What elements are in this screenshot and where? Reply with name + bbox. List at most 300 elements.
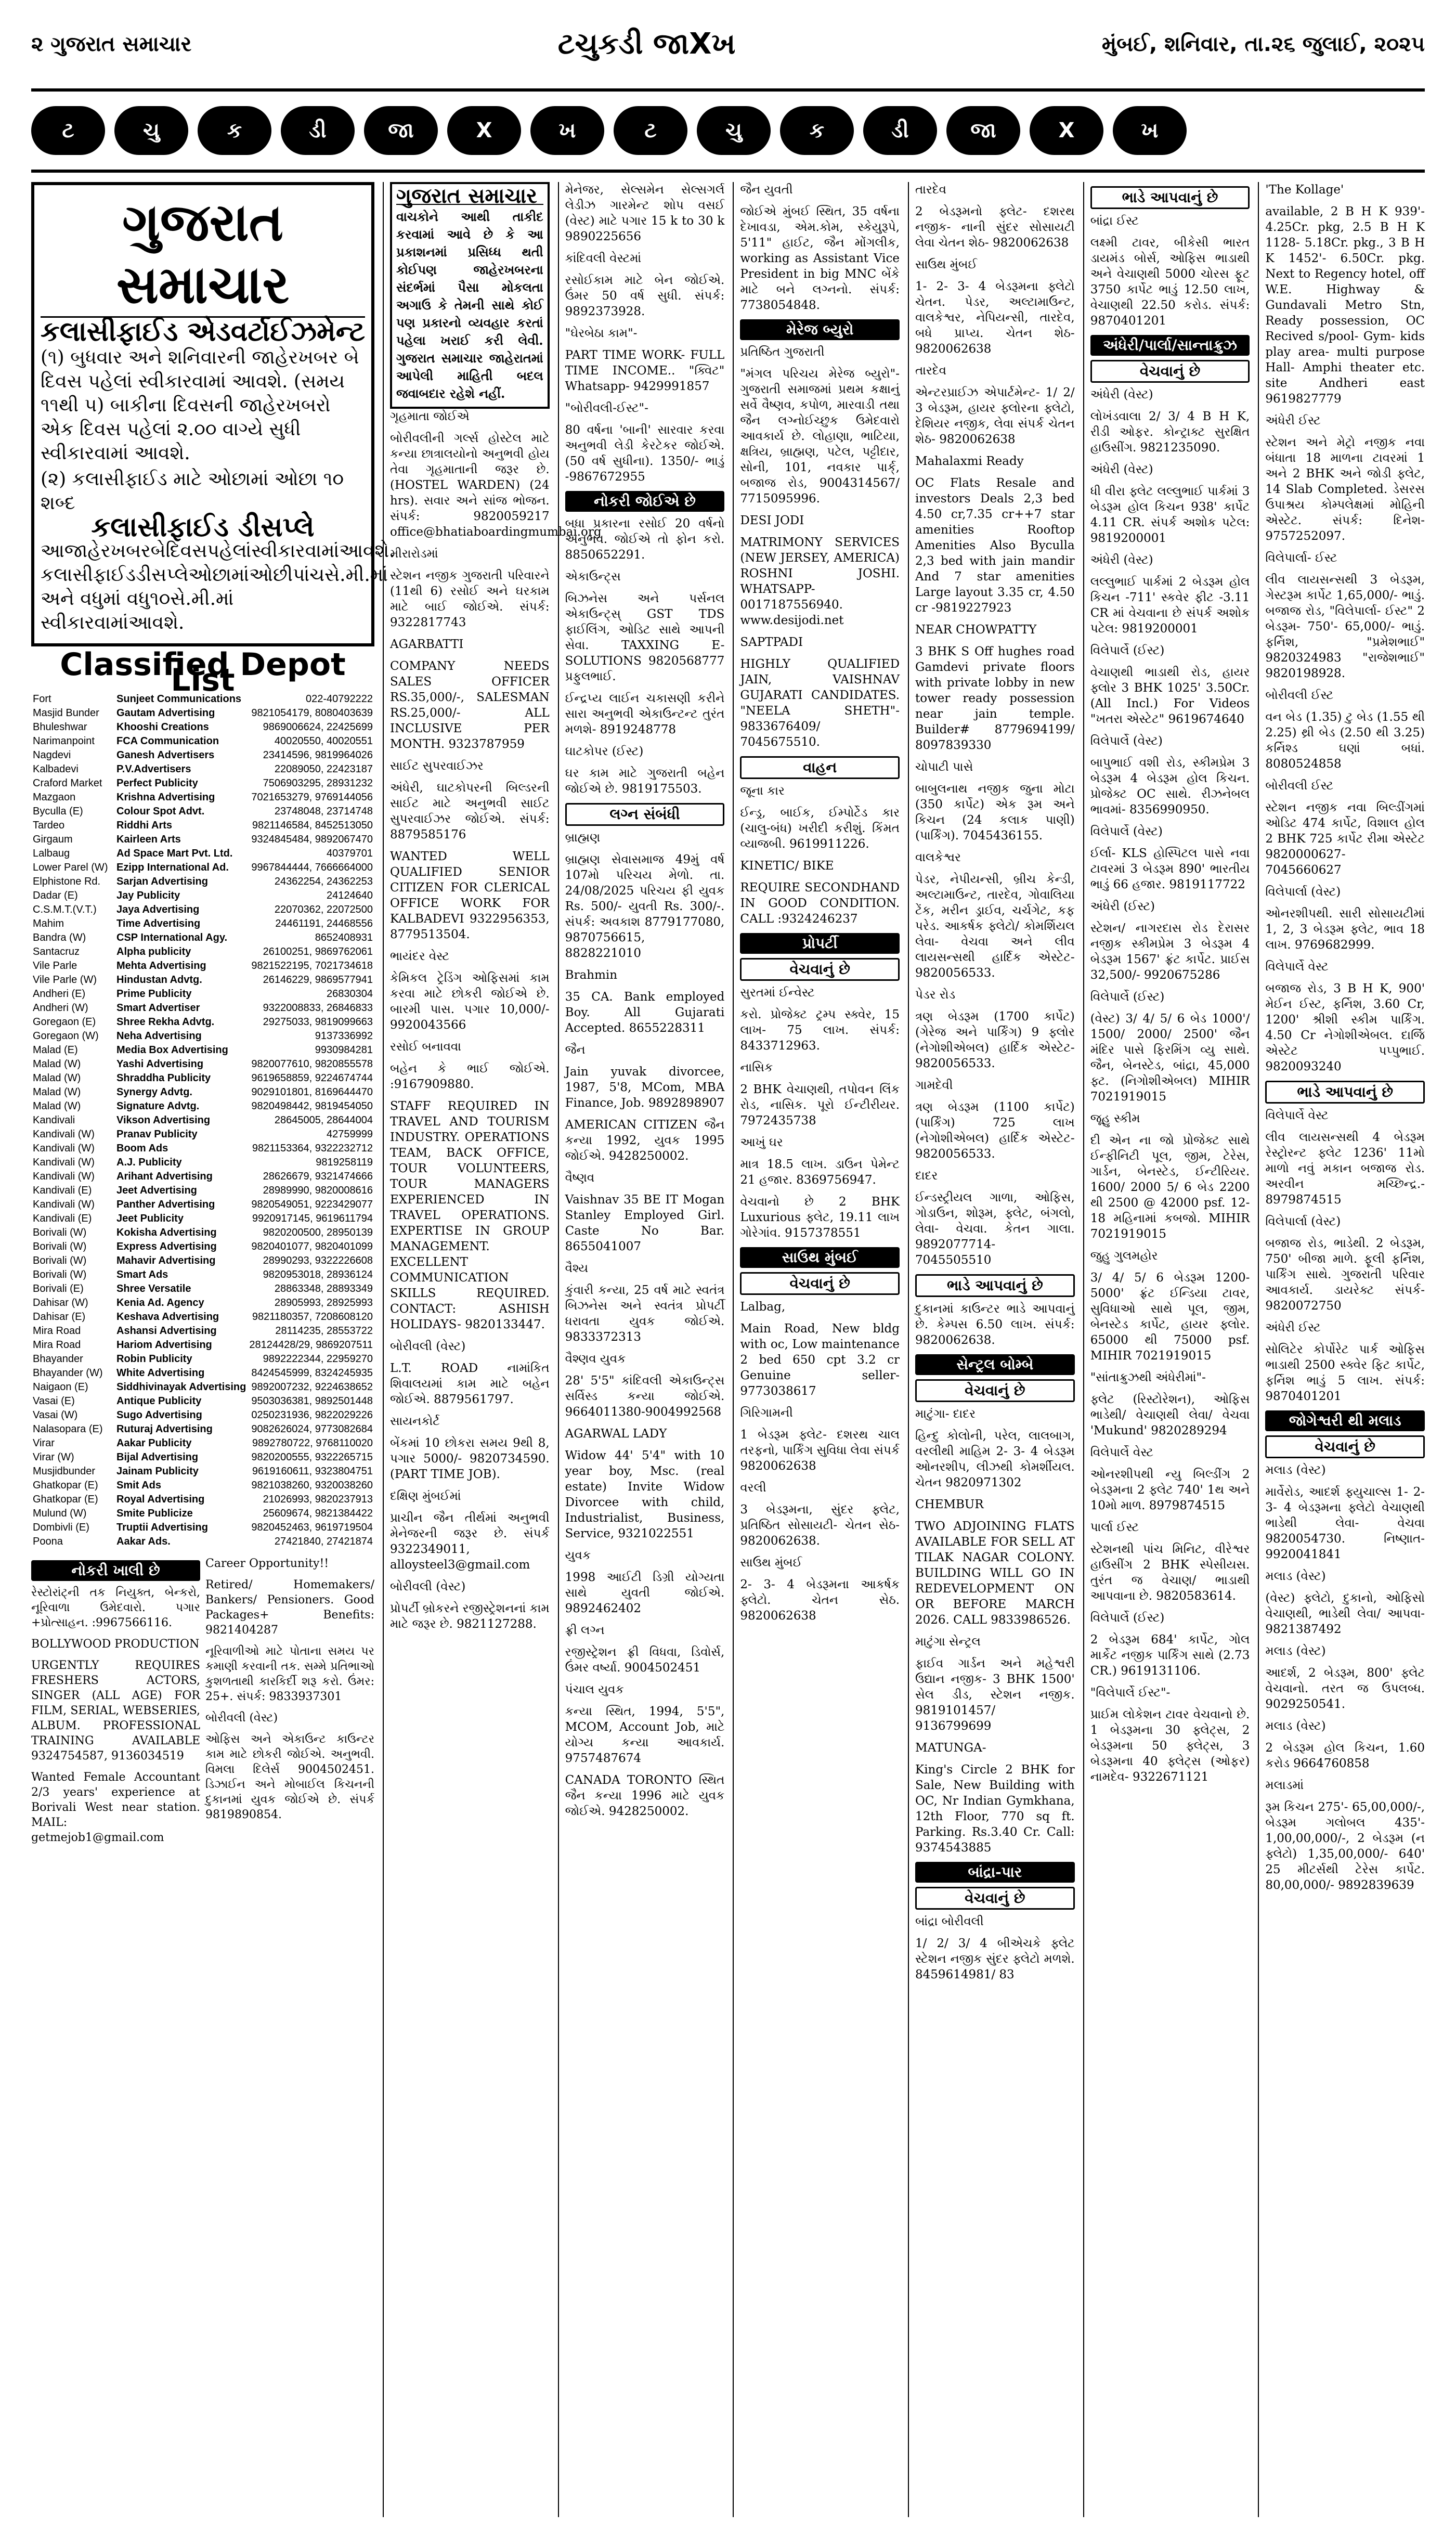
depot-location: Nalasopara (E)	[33, 1423, 103, 1435]
section-header-bandra-par: બાંદ્રા-પાર	[915, 1862, 1075, 1883]
section-header-andheri-parla-santacruz: અંધેરી/પાર્લા/સાન્તાક્રુઝ	[1090, 335, 1250, 356]
ad: ત્રણ બેડરૂમ (1100 કાર્પેટ) (પાર્કિંગ) 725 લાખ (નેગોશીએબલ) હાર્દિક એસ્ટેટ- 9820056533.	[915, 1100, 1075, 1161]
ad-heading: સાઉથ મુંબઈ	[915, 258, 978, 271]
depot-row	[31, 1001, 374, 1015]
ad-heading: બોરીવલી ઈસ્ટ	[1265, 779, 1334, 793]
depot-phone: 9892007232, 9224638652	[251, 1381, 373, 1393]
ad-heading: વિલેપાર્લે વેસ્ટ	[1090, 1446, 1153, 1459]
depot-row	[31, 1071, 374, 1085]
depot-location: Mulund (W)	[33, 1508, 87, 1519]
depot-location: Virar	[33, 1437, 55, 1449]
depot-agency: Ganesh Advertisers	[116, 749, 215, 761]
depot-row	[31, 1015, 374, 1029]
depot-title: Classified Depot List	[60, 646, 346, 698]
depot-agency: Shraddha Publicity	[116, 1072, 211, 1084]
ad: વેચવાનો છે 2 BHK Luxurious ફ્લેટ, 19.11 લાખ ગોરેગાંવ. 9157378551	[740, 1195, 900, 1240]
ad-heading: ગામદેવી	[915, 1079, 953, 1092]
banner-chip: ખ	[530, 106, 604, 155]
depot-agency: Colour Spot Advt.	[116, 806, 205, 817]
disclaimer-body: વાચકોને આથી તાકીદ કરવામાં આવે છે કે આ પ્રકાશનમાં પ્રસિધ્ધ થતી કોઈપણ જાહેરખબરના સંદર્ભમાં પૈસા મોકલતા અગાઉ કે તેમની સાથે કોઈ પણ પ્રકારનો વ્યવહાર કરતાં પહેલા ખરાઈ કરી લેવી. ગુજરાત સમાચાર જાહેરાતમાં આપેલી માહિતી બદલ જવાબદાર રહેશે નહીં.	[396, 209, 543, 401]
depot-row	[31, 861, 374, 875]
ad-heading: ઘાટકોપર (ઈસ્ટ)	[565, 745, 644, 758]
sub-header-for-sale: વેચવાનું છે	[1265, 1435, 1425, 1458]
depot-agency: Bijal Advertising	[116, 1452, 199, 1463]
depot-phone: 9821054179, 8080403639	[251, 707, 373, 719]
depot-phone: 9821038260, 9320038260	[251, 1480, 373, 1491]
depot-phone: 9820200500, 28950139	[263, 1227, 373, 1238]
ad: સ્ટેશન નજીક નવા બિલ્ડીંગમાં ઓડિટ 474 કાર્પેટ, વિશાલ હોલ 2 BHK 725 કાર્પેટ રીમા એસ્ટેટ 9820000627- 7045660627	[1265, 801, 1425, 877]
depot-row	[31, 1142, 374, 1156]
depot-row	[31, 692, 374, 706]
depot-phone: 40379701	[327, 848, 373, 859]
ad: બેંકમાં 10 છોકરા સમય 9થી 8, પગાર 5000/- 9820734590. (PART TIME JOB).	[390, 1436, 550, 1481]
depot-phone: 29275033, 9819099663	[263, 1016, 373, 1028]
ad: બિઝનેસ અને પર્સનલ એકાઉન્ટ્સ્ GST TDS ફાઈલિંગ, ઓડિટ સાથે આપની સેવા. TAXXING E-SOLUTIONS 9820568777 પ્રફુલભાઈ.	[565, 592, 725, 683]
ad-heading: મલાડ (વેસ્ટ)	[1265, 1463, 1326, 1477]
depot-agency: Smart Ads	[116, 1269, 168, 1280]
ad: COMPANY NEEDS SALES OFFICER RS.35,000/-, SALESMAN RS.25,000/- ALL INCLUSIVE PER MONTH. 9323787959	[390, 659, 550, 751]
depot-phone: 9137336992	[315, 1030, 373, 1042]
depot-row	[31, 1324, 374, 1338]
ad: કરો. પ્રોજેક્ટ ટ્રમ્પ સ્ક્વેર, 15 લાખ- 75 લાખ. સંપર્ક: 8433712963.	[740, 1008, 900, 1053]
depot-location: Lalbaug	[33, 848, 70, 859]
depot-location: Craford Market	[33, 777, 102, 789]
ad-heading: "ઘેરબેઠા કામ"-	[565, 327, 638, 340]
depot-location: Malad (W)	[33, 1058, 81, 1070]
ad-heading: ચોપાટી પાસે	[915, 760, 973, 774]
ad: 3 બેડરૂમના, સુંદર ફ્લેટ, પ્રતિષ્ઠિત સોસાયટી- ચેતન સેઠ- 9820062638.	[740, 1503, 900, 1548]
depot-phone: 22070362, 22072500	[274, 904, 373, 915]
brand-subtitle: કલાસીફાઈડ એડવર્ટાઈઝમેન્ટ	[41, 316, 366, 347]
depot-agency: Express Advertising	[116, 1241, 217, 1252]
depot-phone: 9619658859, 9224674744	[251, 1072, 373, 1084]
depot-location: Ghatkopar (E)	[33, 1494, 98, 1505]
depot-phone: 42759999	[327, 1129, 373, 1140]
ad: L.T. ROAD નામાંકિત શિવાલયમાં કામ માટે બહેન જોઈએ. 8879561797.	[390, 1362, 550, 1406]
depot-phone: 9930984281	[315, 1044, 373, 1056]
jobs-vacant-header: નોકરી ખાલી છે	[31, 1560, 200, 1581]
depot-location: Lower Parel (W)	[33, 862, 108, 873]
ad-heading: વિલેપાર્લે (ઈસ્ટ)	[1090, 1611, 1165, 1625]
ad: PART TIME WORK- FULL TIME INCOME.. "ક્વિટ" Whatsapp- 9429991857	[565, 348, 725, 393]
ad: MATRIMONY SERVICES (NEW JERSEY, AMERICA) ROSHNI JOSHI. WHATSAPP- 0017187556940. www.desijodi.net	[740, 536, 900, 627]
depot-agency: Hindustan Advtg.	[116, 974, 202, 986]
depot-location: Andheri (W)	[33, 1002, 88, 1014]
ad-heading: SAPTPADI	[740, 636, 803, 649]
ad-heading: નાસિક	[740, 1061, 773, 1074]
ad: પ્રોપર્ટી બ્રોકરને રજીસ્ટ્રેશનનાં કામ માટે જરૂર છે. 9821127288.	[390, 1602, 550, 1631]
depot-phone: 9029101801, 8169644470	[251, 1086, 373, 1098]
ad: મેનેજર, સેલ્સમેન સેલ્સગર્લ લેડીઝ ગારમેન્ટ શોપ વસઈ (વેસ્ટ) માટે પગાર 15 k to 30 k 9890225656	[565, 183, 725, 243]
ad: લલ્લુભાઈ પાર્કમાં 2 બેડરૂમ હોલ કિચન -711' સ્કવેર ફીટ -3.11 CR માં વેચવાના છે સંપર્ક અશોક પટેલ: 9819200001	[1090, 575, 1250, 636]
section-header-property: પ્રોપર્ટી	[740, 933, 900, 954]
ad-heading: DESI JODI	[740, 514, 804, 527]
depot-agency: Keshava Advertising	[116, 1311, 219, 1323]
depot-agency: Neha Advertising	[116, 1030, 202, 1042]
depot-agency: Arihant Advertising	[116, 1171, 213, 1182]
depot-phone: 9820077610, 9820855578	[251, 1058, 373, 1070]
sub-header-for-sale: વેચવાનું છે	[1090, 360, 1250, 383]
ad-heading: પાર્લા ઈસ્ટ	[1090, 1521, 1139, 1534]
ad: આદર્શ, 2 બેડરૂમ, 800' ફ્લેટ વેચવાનો. તરત જ ઉપલબ્ધ. 9029250541.	[1265, 1666, 1425, 1711]
depot-row	[31, 1338, 374, 1352]
ad-heading: વૈશ્ય	[565, 1262, 589, 1275]
ad-heading: Career Opportunity!!	[205, 1557, 329, 1570]
depot-phone: 28626679, 9321474666	[263, 1171, 373, 1182]
depot-location: Borivali (E)	[33, 1283, 84, 1294]
ad-heading: વિલેપાર્લે વેસ્ટ	[1265, 960, 1329, 974]
ad: બજાજ રોડ, 3 B H K, 900' મેઈન ઈસ્ટ, ફર્નિશ, 3.60 Cr, 1200' શ્રીશી સ્કીમ પાર્કિંગ. 4.50 Cr નેગોશીએબલ. દાર્જિ એસ્ટેટ પપ્પુભાઈ. 9820093240	[1265, 982, 1425, 1073]
ad: કન્યા સ્થિત, 1994, 5'5", MCOM, Account Job, માટે યોગ્ય કન્યા આવકાર્ય. 9757487674	[565, 1705, 725, 1765]
ad-heading: સાઉથ મુંબઈ	[740, 1556, 802, 1570]
ad: એન્ટરપ્રાઈઝ એપાર્ટમેન્ટ- 1/ 2/ 3 બેડરૂમ, હાયર ફ્લોરના ફ્લેટો, દેશિયર નજીક, લેવા સંપર્ક ચેતન શેઠ- 9820062638	[915, 386, 1075, 446]
depot-agency: Kenia Ad. Agency	[116, 1297, 204, 1308]
ad-heading: વિલેપાર્લે (ઈસ્ટ)	[1090, 644, 1165, 657]
sub-header-for-sale: વેચવાનું છે	[915, 1379, 1075, 1402]
ad-heading: મીરારોડમાં	[390, 547, 438, 561]
depot-row	[31, 959, 374, 973]
ad: TWO ADJOINING FLATS AVAILABLE FOR SELL AT TILAK NAGAR COLONY. BUILDING WILL GO IN REDEVELOPMENT ON OR BEFORE MARCH 2026. CALL 9833986526.	[915, 1520, 1075, 1627]
ad-heading: અંધેરી (વેસ્ટ)	[1090, 388, 1153, 401]
depot-row	[31, 1240, 374, 1254]
column-5	[908, 182, 1075, 2517]
ad-heading: પ્રતિષ્ઠિત ગુજરાતી	[740, 345, 825, 359]
classified-columns	[31, 182, 1425, 2517]
depot-row	[31, 1029, 374, 1043]
depot-agency: Ruturaj Advertising	[116, 1423, 213, 1435]
ad: 2- 3- 4 બેડરૂમના આકર્ષક ફ્લેટો. ચેતન સેઠ. 9820062638	[740, 1578, 900, 1623]
depot-location: Naigaon (E)	[33, 1381, 88, 1393]
ad: OC Flats Resale and investors Deals 2,3 bed 4.50 cr,7.35 cr++7 star amenities Rooftop Amenities Also Byculla 2,3 bed with jain mandir And 7 star amenities Large layout 3.35 cr, 4.50 cr -9819227923	[915, 476, 1075, 615]
ad-heading: મલાડમાં	[1265, 1779, 1304, 1792]
depot-row	[31, 805, 374, 819]
ad-heading: મલાડ (વેસ્ટ)	[1265, 1719, 1326, 1733]
ad: જોઈએ મુંબઈ સ્થિત, 35 વર્ષના દેખાવડા, એમ.કોમ, સ્કેયુરૂપે, 5'11" હાઈટ, જૈન મોંગલીક, working as Assistant Vice President in big MNC બેંકે માટે બને લગ્નનો. સંપર્ક: 7738054848.	[740, 205, 900, 312]
ad-heading: બોરીવલી (વેસ્ટ)	[390, 1580, 466, 1593]
depot-agency: Time Advertising	[116, 918, 201, 929]
depot-row	[31, 1170, 374, 1184]
ad-heading: ગિરિગામની	[740, 1406, 793, 1420]
ad-heading: દાદર	[915, 1169, 938, 1183]
ad: રજીસ્ટ્રેશન ફ્રી વિધવા, ડિવોર્સ, ઉંમર વર્ષ્યા. 9004502451	[565, 1645, 725, 1675]
ad: ઘર કામ માટે ગુજરાતી બહેન જોઈએ છે. 9819175503.	[565, 767, 725, 796]
depot-agency: Media Box Advertising	[116, 1044, 228, 1056]
ad-heading: ભાયંદર વેસ્ટ	[390, 950, 450, 963]
depot-phone: 9820549051, 9223429077	[251, 1199, 373, 1210]
depot-location: Goregaon (W)	[33, 1030, 99, 1042]
ad: રૂમ કિચન 275'- 65,00,000/-, બેડરૂમ ગલોબલ 435'- 1,00,00,000/-, 2 બેડરૂમ (ન ફ્લેટો) 1,35,00,000/- 640' 25 મીટર્સથી ટેરેસ કાર્પેટ. 80,00,000/- 9892839639	[1265, 1800, 1425, 1892]
depot-row	[31, 1535, 374, 1549]
depot-location: Malad (W)	[33, 1072, 81, 1084]
ad-heading: અંધેરી (વેસ્ટ)	[1090, 463, 1153, 476]
depot-phone: 24124640	[327, 890, 373, 901]
depot-location: Santacruz	[33, 946, 80, 957]
depot-location: Bhayander	[33, 1353, 83, 1365]
ad: લીવ લાયસન્સથી 4 બેડરૂમ રેસ્ટ્રોરન્ટ ફ્લેટ 1236' 11મો માળો નવું મકાન બજાજ રોડ. અરવીન મચ્છિન્દ્ર.- 8979874515	[1265, 1131, 1425, 1207]
ad-heading: જૂના કાર	[740, 784, 785, 798]
banner-chip: ચુ	[114, 106, 188, 155]
depot-row	[31, 1465, 374, 1479]
depot-row	[31, 1408, 374, 1422]
edition-date: મુંબઈ, શનિવાર, તા.૨૬ જુલાઈ, ૨૦૨૫	[1101, 32, 1425, 56]
depot-phone: 7021653279, 9769144056	[251, 792, 373, 803]
depot-row	[31, 917, 374, 931]
banner-chip: ડી	[281, 106, 355, 155]
ad: available, 2 B H K 939'- 4.25Cr. pkg, 2.5 B H K 1128- 5.18Cr. pkg., 3 B H K 1452'- 6.50Cr. pkg. Next to Regency hotel, off W.E. Highway & Gundavali Metro Stn, Ready possession, OC Recived s/pool- Gym- kids play area- multi purpose Hall- Amphi theater etc. site Andheri east 9619827779	[1265, 205, 1425, 406]
depot-phone: 21026993, 9820237913	[263, 1494, 373, 1505]
depot-phone: 26830304	[327, 988, 373, 1000]
ad: બોરીવલીની ગર્લ્સ હોસ્ટેલ માટે કન્યા છાત્રાલયોનો અનુભવી હોય તેવા ગૃહમાતાની જરૂર છે. (HOSTEL WARDEN) (24 hrs). સવાર અને સાંજ ભોજન. સંપર્ક: 9820059217 office@bhatiaboardingmumbai.org	[390, 432, 602, 539]
depot-location: Kandivali (W)	[33, 1199, 95, 1210]
brand-rule-2: (૨) કલાસીફાઈડ માટે ઓછામાં ઓછા ૧૦ શબ્દ	[41, 469, 344, 514]
ad-heading: વિલેપાર્લે (વેસ્ટ)	[1090, 734, 1163, 748]
ad: ઓનરશીપથી ન્યુ બિલ્ડીંગ 2 બેડરૂમના 2 ફ્લેટ 740' 1થ અને 10મો માળ. 8979874515	[1090, 1468, 1250, 1512]
ad-heading: Mahalaxmi Ready	[915, 455, 1024, 468]
depot-row	[31, 1394, 374, 1408]
brand-box	[31, 182, 395, 646]
depot-phone: 28990293, 9322226608	[263, 1255, 373, 1266]
ad-heading: જૂહુ સ્કીમ	[1090, 1112, 1140, 1125]
depot-row	[31, 819, 374, 833]
ad-heading: વૈશ્ણવ યુવક	[565, 1352, 626, 1366]
brand-display-heading: કલાસીફાઈડ ડીસપ્લે	[91, 511, 315, 543]
banner-chip: ટ	[31, 106, 105, 155]
section-header-job-wanted: નોકરી જોઈએ છે	[565, 491, 725, 512]
depot-location: Borivali (W)	[33, 1241, 87, 1252]
depot-phone: 7506903295, 28931232	[263, 777, 373, 789]
brand-rule-1: (૧) બુધવાર અને શનિવારની જાહેરખબર બે દિવસ પહેલાં સ્વીકારવામાં આવશે. (સમય ૧૧થી ૫) બાકીના દિવસની જાહેરખબરો એક દિવસ પહેલાં ૨.૦૦ વાગ્યે સુધી સ્વીકારવામાં આવશે.	[41, 347, 359, 464]
ad: માર્વેરોડ, આદર્શ ફ્યુચાલ્સ 1- 2- 3- 4 બેડરૂમના ફ્લેટો વેચાણથી ભાડેથી લેવા- વેચવા 9820054730. નિષ્ણાત- 9920041841	[1265, 1485, 1425, 1561]
ad-heading: વૈષ્ણવ	[565, 1171, 595, 1185]
depot-row	[31, 1184, 374, 1198]
depot-phone: 9892780722, 9768110020	[252, 1437, 373, 1449]
depot-location: Mira Road	[33, 1325, 81, 1337]
ad-heading: વાલકેશ્વર	[915, 851, 961, 864]
ad: દુકાનમાં કાઉન્ટર ભાડે આપવાનું છે. કેમ્પસ 6.50 લાખ. સંપર્ક: 9820062638.	[915, 1302, 1075, 1347]
ad: "મંગલ પરિચય મેરેજ બ્યુરો"- ગુજરાતી સમાજમાં પ્રથમ કક્ષાનું સર્વે વૈષ્ણવ, કપોળ, મારવાડી તથા જૈન લગ્નોઈચ્છુક ઉમેદવારો આવકાર્ય છે. લોહાણા, ભાટિયા, ક્ષત્રિય, બ્રાહ્મણ, પટેલ, પટ્ટીદાર, સોની, 101, નવકાર પાર્ક્, બજાજ રોડ, 9004314567/ 7715095996.	[740, 367, 900, 506]
column-6	[1083, 182, 1250, 2517]
ad: હિન્દુ કોલોની, પરેલ, લાલબાગ, વરલીથી માહિમ 2- 3- 4 બેડરૂમ ઓનરશીપ, લીઝથી કોમર્શીયલ. ચેતન 9820971302	[915, 1429, 1075, 1489]
depot-phone: 9821522195, 7021734618	[251, 960, 373, 971]
banner-chip: જા	[364, 106, 438, 155]
banner-chip: ખ	[1113, 106, 1187, 155]
ad-heading: સુરતમાં ઈન્વેસ્ટ	[740, 986, 815, 1000]
depot-agency: Mahavir Advertising	[116, 1255, 216, 1266]
depot-location: Vile Parle	[33, 960, 77, 971]
banner-chip: ચુ	[697, 106, 771, 155]
depot-agency: Alpha publicity	[116, 946, 191, 957]
depot-row	[31, 1493, 374, 1507]
ad-heading: જૈન	[565, 1043, 586, 1057]
ad-heading: બોરીવલી ઈસ્ટ	[1265, 689, 1334, 702]
depot-location: Fort	[33, 693, 51, 705]
ad-heading: CHEMBUR	[915, 1498, 984, 1511]
ad-heading: સાઈટ સુપરવાઈઝર	[390, 759, 484, 773]
ad-heading: અંધેરી ઈસ્ટ	[1265, 1321, 1321, 1334]
depot-agency: Pranav Publicity	[116, 1129, 198, 1140]
depot-table	[31, 692, 374, 1549]
ad-heading: જૈન યુવતી	[740, 183, 793, 197]
ad: URGENTLY REQUIRES FRESHERS ACTORS, SINGER (ALL AGE) FOR FILM, SERIAL, WEBSERIES, ALBUM. PROFESSIONAL TRAINING AVAILABLE 9324754587, 9136034519	[31, 1659, 200, 1763]
depot-row	[31, 1268, 374, 1282]
ad: પ્રાઈમ લોકેશન ટાવર વેચવાનો છે. 1 બેડરૂમના 30 ફ્લેટ્સ, 2 બેડરૂમના 50 ફ્લેટ્સ, 3 બેડરૂમના 40 ફ્લેટ્સ (ઓફર) નામદેવ- 9322671121	[1090, 1708, 1250, 1784]
ad-heading: પંચાલ યુવક	[565, 1683, 624, 1696]
ad: 28' 5'5" કાંદિવલી એકાઉન્ટ્સ સર્વિસ્ડ કન્યા જોઈએ. 9664011380-9004992568	[565, 1374, 725, 1419]
depot-phone: 9821180357, 7208608120	[252, 1311, 373, 1323]
ad: 2 BHK વેચાણથી, તપોવન લિંક રોડ, નાસિક. પૂરો ઈન્ટીરીયર. 7972435738	[740, 1083, 900, 1128]
depot-row	[31, 776, 374, 791]
ad-heading: માટુંગા- દાદર	[915, 1407, 976, 1421]
depot-row	[31, 1366, 374, 1380]
depot-phone: 9322008833, 26846833	[263, 1002, 373, 1014]
depot-location: Musjidbunder	[33, 1466, 96, 1477]
ad-heading: કાંદિવલી વેસ્ટમાં	[565, 252, 642, 265]
ad: Vaishnav 35 BE IT Mogan Stanley Employed Girl. Caste No Bar. 8655041007	[565, 1193, 725, 1253]
depot-location: Kandivali (W)	[33, 1157, 95, 1168]
depot-row	[31, 1507, 374, 1521]
ad: અંધેરી, ઘાટકોપરની બિલ્ડરની સાઈટ માટે અનુભવી સાઈટ સુપરવાઈઝર જોઈએ. સંપર્ક: 8879585176	[390, 781, 550, 841]
ad: ઓફિસ અને એકાઉન્ટ કાઉન્ટર કામ માટે છોકરી જોઈએ. અનુભવી. વિમલા દિલેર્સ 9004502451. ડિઝાઈન અને મોબાઈલ કિચનની દુકાનમાં યુવક જોઈએ છે. સંપર્ક 9819890854.	[205, 1733, 374, 1821]
ad: કુંવારી કન્યા, 25 વર્ષ માટે સ્વતંત્ર બિઝનેસ અને સ્વતંત્ર પ્રોપર્ટી ધરાવતા યુવક જોઈએ. 9833372313	[565, 1284, 725, 1344]
banner-chip: જા	[946, 106, 1020, 155]
ad-heading: વિલેપાર્લે (ઈસ્ટ)	[1090, 990, 1165, 1004]
brand-footer: આજાહેરખબરબેદિવસપહેલાંસ્વીકારવામાંઆવશે. કલાસીફાઈડડીસપ્લેઓછામાંઓછીપાંચસે.મી.માં અને વધુમાં વધુ૧૦સે.મી.માં સ્વીકારવામાંઆવશે.	[41, 540, 395, 633]
depot-location: Malad (E)	[33, 1044, 78, 1056]
depot-location: Dahisar (W)	[33, 1297, 88, 1308]
depot-agency: Kokisha Advertising	[116, 1227, 217, 1238]
sub-header-for-sale: વેચવાનું છે	[740, 958, 900, 981]
ad: 1998 આઈટી ડિગ્રી યોગ્યતા સાથે યુવતી જોઈએ. 9892462402	[565, 1571, 725, 1615]
ad: HIGHLY QUALIFIED JAIN, VAISHNAV GUJARATI CANDIDATES. "NEELA SHETH"- 9833676409/ 7045675510.	[740, 657, 900, 749]
depot-phone: 9820200555, 9322265715	[251, 1452, 373, 1463]
depot-location: Borivali (W)	[33, 1227, 87, 1238]
depot-row	[31, 1226, 374, 1240]
depot-row	[31, 987, 374, 1001]
ad: 2 બેડરૂમ 684' કાર્પેટ, ગોલ માર્કેટ નજીક પાર્કિંગ સાથે (2.73 CR.) 9619131106.	[1090, 1633, 1250, 1678]
ad-heading: KINETIC/ BIKE	[740, 859, 834, 873]
section-header-for-rent: ભાડે આપવાનું છે	[915, 1274, 1075, 1297]
depot-phone: 26146229, 9869577941	[263, 974, 373, 986]
section-header-vehicles: વાહન	[740, 756, 900, 779]
depot-row	[31, 945, 374, 959]
depot-phone: 9920917145, 9619611794	[252, 1213, 373, 1224]
depot-agency: Siddhivinayak Advertising	[116, 1381, 246, 1393]
ad: Retired/ Homemakers/ Bankers/ Pensioners. Good Packages+ Benefits: 9821404287	[205, 1578, 374, 1637]
depot-phone: 27421840, 27421874	[274, 1536, 373, 1547]
ad-heading: રસોઈ બનાવવા	[390, 1040, 461, 1054]
depot-location: Vasai (E)	[33, 1395, 75, 1407]
depot-row	[31, 931, 374, 945]
depot-phone: 28989990, 9820008616	[263, 1185, 373, 1196]
depot-phone: 24362254, 24362253	[274, 876, 373, 887]
depot-phone: 9819258119	[316, 1157, 373, 1168]
depot-agency: Sunjeet Communications	[116, 693, 242, 705]
ad: લોખંડવાલા 2/ 3/ 4 B H K, રીડી ઓફર. કોન્ટ્રાક્ટ સુરક્ષિત હાઉસીંગ. 9821235090.	[1090, 410, 1250, 455]
depot-agency: Vikson Advertising	[116, 1115, 211, 1126]
depot-agency: P.V.Advertisers	[116, 763, 191, 775]
depot-agency: Ashansi Advertising	[116, 1325, 217, 1337]
ad-heading: એકાઉન્ટ્સ	[565, 570, 621, 584]
ad-heading: માટુંગા સેન્ટ્રલ	[915, 1635, 981, 1649]
column-1-bottom	[31, 1556, 374, 1851]
depot-phone: 28863348, 28893349	[274, 1283, 373, 1294]
depot-location: Virar (W)	[33, 1452, 74, 1463]
depot-location: Nagdevi	[33, 749, 71, 761]
column-4	[733, 182, 900, 2517]
section-header-south-mumbai: સાઉથ મુંબઈ	[740, 1247, 900, 1268]
depot-agency: Prime Publicity	[116, 988, 192, 1000]
ad: Jain yuvak divorcee, 1987, 5'8, MCom, MBA Finance, Job. 9892898907	[565, 1065, 725, 1110]
ad: 3/ 4/ 5/ 6 બેડરૂમ 1200- 5000' ફ્રંટ ઈન્ડિયા ટાવર, સુવિધાઓ સાથે પૂલ, જીમ, બેનસ્ટેડ કાર્પેટ, હાયર ફ્લોર. 65000 થી 75000 psf. MIHIR 7021919015	[1090, 1271, 1250, 1363]
ad: Main Road, New bldg with oc, Low maintenance 2 bed 650 cpt 3.2 cr Genuine seller- 9773038617	[740, 1322, 900, 1398]
depot-location: Bandra (W)	[33, 932, 86, 943]
ad: 35 CA. Bank employed Boy. All Gujarati Accepted. 8655228311	[565, 990, 725, 1035]
depot-location: Narimanpoint	[33, 735, 95, 747]
ad-heading: બ્રાહ્મણ	[565, 831, 601, 845]
depot-location: Ghatkopar (E)	[33, 1480, 98, 1491]
ad-heading: તારદેવ	[915, 364, 946, 378]
ad-heading: મલાડ (વેસ્ટ)	[1265, 1644, 1326, 1658]
ad-heading: વિલેપાર્લા- ઈસ્ટ	[1265, 551, 1337, 565]
depot-phone: 40020550, 40020551	[274, 735, 373, 747]
depot-location: Goregaon (E)	[33, 1016, 96, 1028]
depot-agency: FCA Communication	[116, 735, 219, 747]
depot-agency: Robin Publicity	[116, 1353, 192, 1365]
depot-agency: Mehta Advertising	[116, 960, 206, 971]
section-banner-strip	[31, 92, 1425, 173]
depot-location: C.S.M.T.(V.T.)	[33, 904, 97, 915]
depot-row	[31, 1099, 374, 1113]
depot-location: Vasai (W)	[33, 1409, 78, 1421]
ad: (વેસ્ટ) ફ્લેટો, દુકાનો, ઓફિસો વેચાણથી, ભાડેથી લેવા/ આપવા- 9821387492	[1265, 1591, 1425, 1636]
depot-phone: 26100251, 9869762061	[263, 946, 373, 957]
depot-location: Mahim	[33, 918, 64, 929]
depot-agency: Royal Advertising	[116, 1494, 205, 1505]
ad: સ્ટેશનથી પાંચ મિનિટ, વીરેશ્વર હાઉસીંગ 2 BHK સ્પેસીયસ. તુરંત જ વેચાણ/ ભાડાથી આપવાના છે. 9820583614.	[1090, 1543, 1250, 1603]
depot-row	[31, 903, 374, 917]
depot-phone: 9820498442, 9819454050	[251, 1100, 373, 1112]
depot-phone: 9324845484, 9892067470	[251, 834, 373, 845]
ad-heading: MATUNGA-	[915, 1741, 986, 1755]
depot-agency: Jay Publicity	[116, 890, 180, 901]
ad-heading: જુહુ ગુલમહોર	[1090, 1249, 1158, 1263]
depot-phone: 9869006624, 22425699	[263, 721, 373, 733]
ad: બધા પ્રકારના રસોઈ 20 વર્ષનો અનુભવ. જોઈએ તો ફોન કરો. 8850652291.	[565, 517, 725, 562]
depot-agency: Truptii Advertising	[116, 1522, 208, 1533]
depot-agency: Panther Advertising	[116, 1199, 215, 1210]
ad: બાપુભાઈ વશી રોડ, સ્કીમપ્રેમ 3 બેડરૂમ 4 બેડરૂમ હોલ કિચન. પ્રોજેક્ટ OC સાથે. રીઝનેબલ ભાવમાં- 8356990950.	[1090, 756, 1250, 817]
brand-title: ગુજરાત સમાચાર	[41, 191, 365, 318]
ad: માત્ર 18.5 લાખ. ડાઉન પેમેન્ટ 21 હજાર. 8369756947.	[740, 1158, 900, 1187]
depot-phone: 8424545999, 8324245935	[251, 1367, 373, 1379]
ad-heading: ગૃહમાતા જોઈએ	[390, 410, 470, 423]
section-title: ટચુકડી જાXખ	[557, 27, 736, 61]
ad-heading: બોરીવલી (વેસ્ટ)	[205, 1712, 278, 1725]
depot-row	[31, 1436, 374, 1450]
ad: ઈન્ડસ્ટ્રીયલ ગાળા, ઓફિસ, ગોડાઉન, શોરૂમ, ફ્લેટ, બંગલો, લેવા- વેચવા. કેતન ગાલા. 9892077714- 7045505510	[915, 1191, 1075, 1267]
ad-heading: ફ્રી લગ્ન	[565, 1624, 605, 1637]
depot-phone: 0250231936, 9822029226	[251, 1409, 373, 1421]
depot-row	[31, 889, 374, 903]
depot-location: Kandivali (E)	[33, 1213, 92, 1224]
ad-heading: વિલેપાર્લે વેસ્ટ	[1265, 1109, 1329, 1122]
depot-agency: Signature Advtg.	[116, 1100, 200, 1112]
depot-row	[31, 720, 374, 734]
ad-heading: AGARBATTI	[390, 638, 464, 651]
depot-location: Mazgaon	[33, 792, 76, 803]
depot-location: Kandivali (E)	[33, 1185, 92, 1196]
masthead	[31, 0, 1425, 92]
